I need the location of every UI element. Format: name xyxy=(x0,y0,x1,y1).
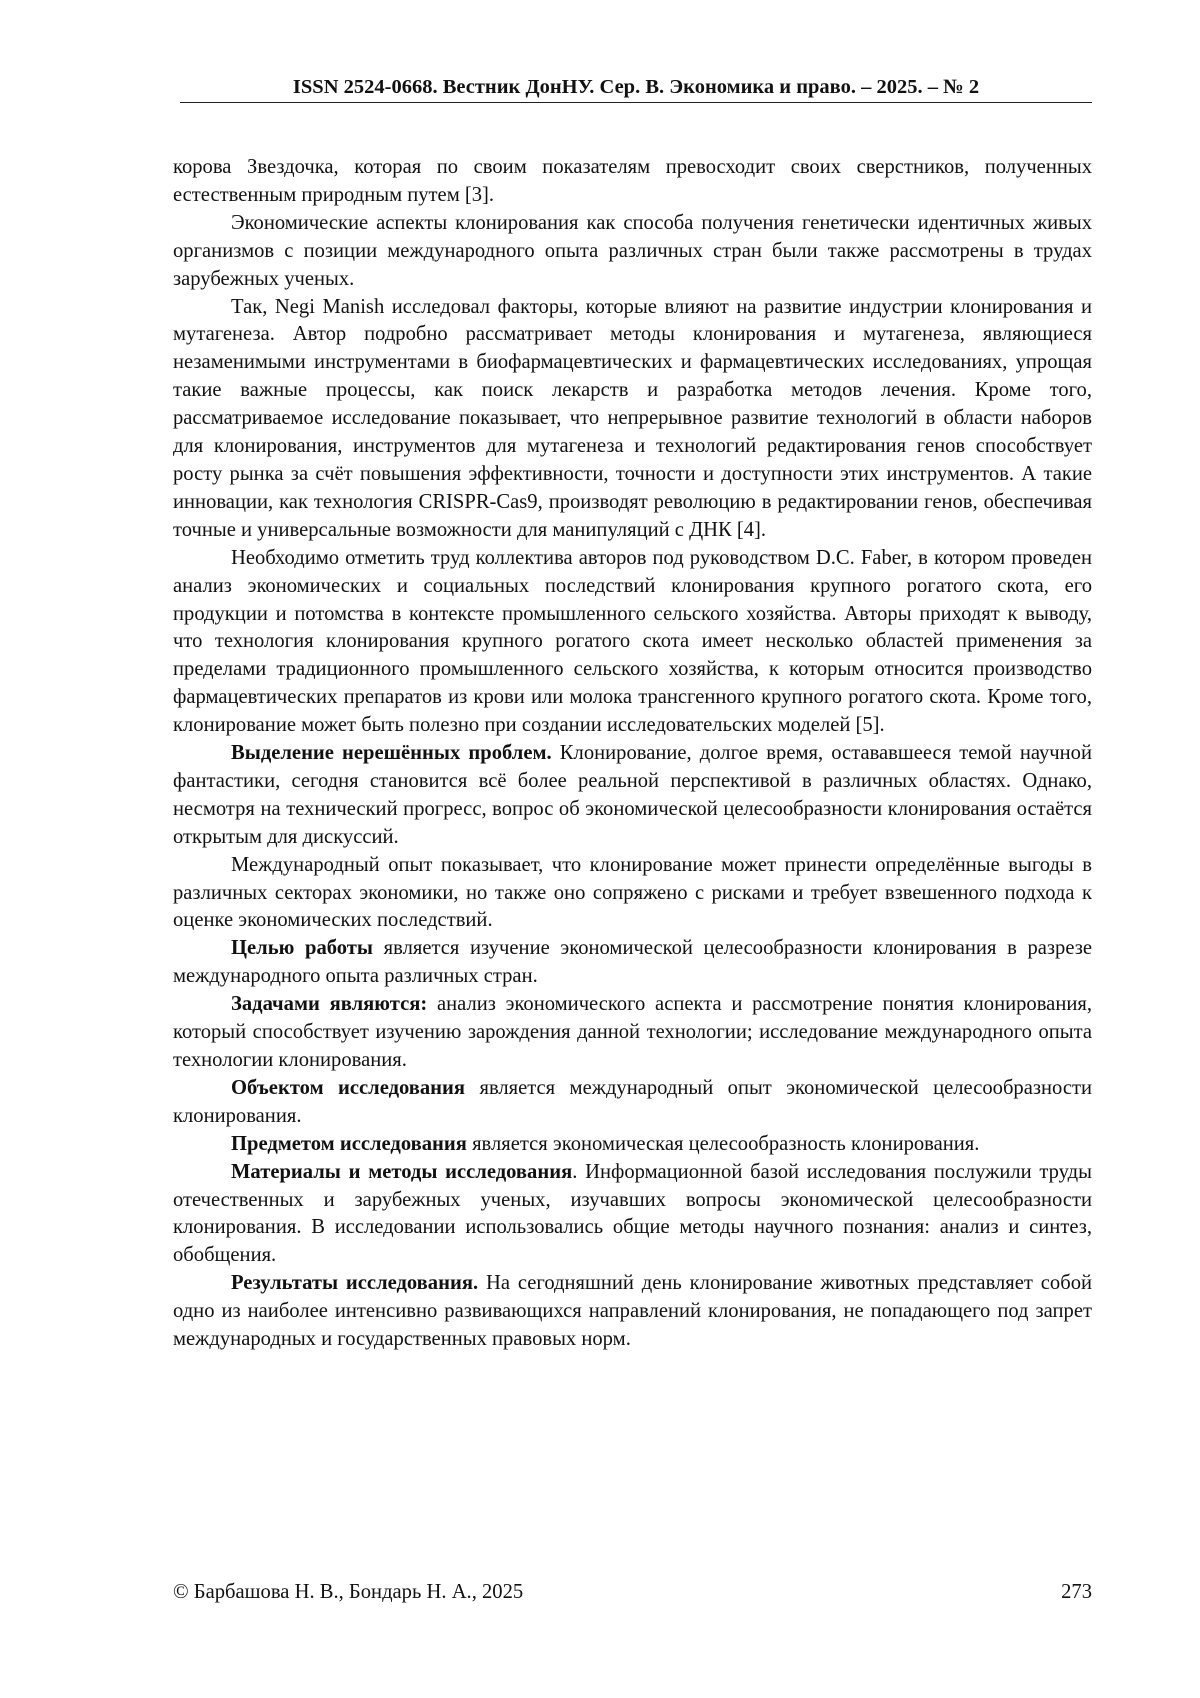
article-body xyxy=(173,154,1092,1354)
paragraph-economic-aspects xyxy=(173,210,1092,294)
paragraph-text: Экономические аспекты клонирования как способа получения генетически идентичных живых организмов с позиции международного опыта различных стран были также рассмотрены в трудах зарубежных ученых. xyxy=(173,211,1092,290)
paragraph-tasks xyxy=(173,991,1092,1075)
section-heading: Выделение нерешённых проблем. xyxy=(231,742,552,765)
paragraph-text: анализ экономического аспекта и рассмотрение понятия клонирования, который способствует изучению зарождения данной технологии; исследование международного опыта технологии клонирования. xyxy=(173,993,1092,1071)
paragraph-text: корова Звездочка, которая по своим показателям превосходит своих сверстников, полученных естественным природным путем [3]. xyxy=(173,156,1092,206)
paragraph-negi-manish xyxy=(173,294,1092,545)
section-heading: Материалы и методы исследования xyxy=(231,1160,573,1183)
paragraph-text: является экономическая целесообразность клонирования. xyxy=(466,1132,980,1155)
section-heading: Предметом исследования xyxy=(231,1132,467,1155)
page-number: 273 xyxy=(1061,1581,1092,1603)
paragraph-unsolved-problems xyxy=(173,740,1092,852)
paragraph-text: Международный опыт показывает, что клонирование может принести определённые выгоды в различных секторах экономики, но также оно сопряжено с рисками и требует взвешенного подхода к оценке экономических последствий. xyxy=(173,853,1092,932)
paragraph-object xyxy=(173,1075,1092,1131)
paragraph-text: Клонирование, долгое время, остававшееся темой научной фантастики, сегодня становится всё более реальной перспективой в различных областях. Однако, несмотря на технический прогресс, вопрос об экономической целесообразности клонирования остаётся открытым для дискуссий. xyxy=(173,742,1092,848)
paragraph-text: является изучение экономической целесообразности клонирования в разрезе международного опыта различных стран. xyxy=(173,937,1093,988)
section-heading: Результаты исследования. xyxy=(231,1272,479,1295)
footer-copyright: © Барбашова Н. В., Бондарь Н. А., 2025 xyxy=(173,1581,524,1603)
paragraph-faber xyxy=(173,545,1092,740)
section-heading: Задачами являются: xyxy=(231,993,428,1016)
section-heading: Целью работы xyxy=(231,937,374,960)
paragraph-text: . Информационной базой исследования послужили труды отечественных и зарубежных ученых, изучавших вопросы экономической целесообразности клонирования. В исследовании использовались общие методы научного познания: анализ и синтез, обобщения. xyxy=(173,1160,1092,1267)
running-header: ISSN 2524-0668. Вестник ДонНУ. Сер. В. Экономика и право. – 2025. – № 2 xyxy=(292,76,980,98)
section-heading: Объектом исследования xyxy=(231,1076,466,1099)
paragraph-results xyxy=(173,1270,1092,1354)
header-divider xyxy=(180,102,1092,103)
paragraph-subject xyxy=(173,1131,1092,1159)
paragraph-international-experience xyxy=(173,852,1092,936)
paragraph-text: Необходимо отметить труд коллектива авторов под руководством D.C. Faber, в котором проведен анализ экономических и социальных последствий клонирования крупного рогатого скота, его продукции и потомства в контексте промышленного сельского хозяйства. Авторы приходят к выводу, что технология клонирования крупного рогатого скота имеет несколько областей применения за пределами традиционного промышленного сельского хозяйства, к которым относится производство фармацевтических препаратов из крови или молока трансгенного крупного рогатого скота. Кроме того, клонирование может быть полезно при создании исследовательских моделей [5]. xyxy=(173,546,1092,737)
paragraph-text: является международный опыт экономической целесообразности клонирования. xyxy=(173,1076,1092,1127)
paragraph-text: Так, Negi Manish исследовал факторы, которые влияют на развитие индустрии клонирования и мутагенеза. Автор подробно рассматривает методы клонирования и мутагенеза, являющиеся незаменимыми инструментами в биофармацевтических и фармацевтических исследованиях, упрощая такие важные процессы, как поиск лекарств и разработка методов лечения. Кроме того, рассматриваемое исследование показывает, что непрерывное развитие технологий в области наборов для клонирования, инструментов для мутагенеза и технологий редактирования генов способствует росту рынка за счёт повышения эффективности, точности и доступности этих инструментов. А такие инновации, как технология CRISPR-Cas9, производят революцию в редактировании генов, обеспечивая точные и универсальные возможности для манипуляций с ДНК [4]. xyxy=(173,295,1092,541)
paragraph-continuation xyxy=(173,154,1092,210)
paragraph-materials-methods xyxy=(173,1159,1092,1271)
paragraph-goal xyxy=(173,935,1092,991)
paragraph-text: На сегодняшний день клонирование животных представляет собой одно из наиболее интенсивно развивающихся направлений клонирования, не попадающего под запрет международных и государственных правовых норм. xyxy=(173,1272,1093,1351)
